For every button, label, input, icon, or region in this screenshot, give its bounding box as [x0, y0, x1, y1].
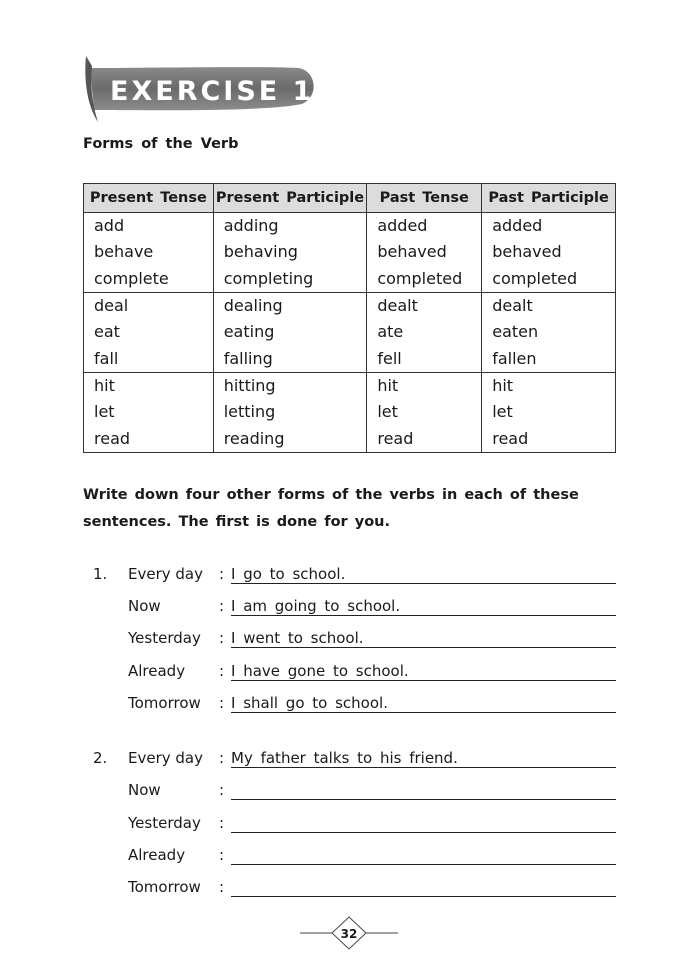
table-cell: complete — [84, 266, 214, 293]
time-label: Every day — [128, 565, 203, 583]
table-cell: reading — [213, 425, 367, 452]
table-header-row — [84, 184, 616, 213]
table-cell: behaved — [482, 239, 616, 265]
colon: : — [219, 662, 225, 680]
answer-blank-line[interactable] — [231, 779, 616, 800]
table-cell: eating — [213, 319, 367, 345]
time-label: Every day — [128, 749, 203, 767]
table-cell: deal — [84, 292, 214, 319]
answer-text: I shall go to school. — [231, 694, 388, 712]
answer-text: I go to school. — [231, 565, 346, 583]
time-label: Tomorrow — [128, 694, 201, 712]
table-cell: add — [84, 213, 214, 240]
table-cell: added — [482, 213, 616, 240]
answer-line — [231, 627, 616, 648]
column-header: Present Tense — [84, 184, 214, 213]
table-cell: let — [367, 399, 482, 425]
exercise-number: 1. — [93, 565, 108, 583]
table-cell: fell — [367, 345, 482, 372]
verb-forms-table — [83, 183, 616, 453]
exercise-line — [83, 627, 616, 651]
table-cell: hit — [84, 372, 214, 399]
table-row — [84, 213, 616, 240]
answer-text: I went to school. — [231, 629, 364, 647]
table-cell: hit — [482, 372, 616, 399]
table-cell: dealing — [213, 292, 367, 319]
answer-blank-line[interactable] — [231, 812, 616, 833]
exercise-title: EXERCISE 14 — [110, 76, 337, 107]
table-cell: dealt — [367, 292, 482, 319]
page-number: 32 — [340, 927, 358, 941]
exercise-line — [83, 876, 616, 900]
time-label: Already — [128, 846, 186, 864]
answer-line — [231, 595, 616, 616]
answer-line — [231, 660, 616, 681]
table-cell: adding — [213, 213, 367, 240]
table-cell: eat — [84, 319, 214, 345]
table-cell: dealt — [482, 292, 616, 319]
column-header: Past Participle — [482, 184, 616, 213]
table-row — [84, 266, 616, 293]
time-label: Tomorrow — [128, 878, 201, 896]
column-header: Past Tense — [367, 184, 482, 213]
colon: : — [219, 878, 225, 896]
colon: : — [219, 846, 225, 864]
time-label: Now — [128, 781, 161, 799]
answer-blank-line[interactable] — [231, 876, 616, 897]
table-row — [84, 425, 616, 452]
table-row — [84, 292, 616, 319]
colon: : — [219, 629, 225, 647]
section-subtitle: Forms of the Verb — [83, 136, 239, 152]
colon: : — [219, 814, 225, 832]
exercise-line — [83, 563, 616, 587]
table-cell: hit — [367, 372, 482, 399]
answer-blank-line[interactable] — [231, 844, 616, 865]
exercise-line — [83, 692, 616, 716]
table-row — [84, 319, 616, 345]
time-label: Now — [128, 597, 161, 615]
table-cell: letting — [213, 399, 367, 425]
column-header: Present Participle — [213, 184, 367, 213]
exercise-line — [83, 844, 616, 868]
table-row — [84, 345, 616, 372]
table-cell: behaving — [213, 239, 367, 265]
time-label: Already — [128, 662, 186, 680]
table-cell: hitting — [213, 372, 367, 399]
table-cell: let — [482, 399, 616, 425]
exercise-instructions: Write down four other forms of the verbs in each of these sentences. The first is done for you. — [83, 487, 579, 530]
colon: : — [219, 597, 225, 615]
time-label: Yesterday — [128, 814, 201, 832]
table-cell: completing — [213, 266, 367, 293]
table-row — [84, 372, 616, 399]
exercise-number: 2. — [93, 749, 108, 767]
time-label: Yesterday — [128, 629, 201, 647]
exercise-line — [83, 812, 616, 836]
table-cell: completed — [367, 266, 482, 293]
table-cell: read — [482, 425, 616, 452]
colon: : — [219, 565, 225, 583]
answer-line — [231, 692, 616, 713]
colon: : — [219, 694, 225, 712]
exercise-line — [83, 595, 616, 619]
answer-text: I am going to school. — [231, 597, 401, 615]
table-cell: fallen — [482, 345, 616, 372]
table-cell: read — [84, 425, 214, 452]
table-row — [84, 239, 616, 265]
exercise-line — [83, 747, 616, 771]
table-cell: behaved — [367, 239, 482, 265]
table-cell: behave — [84, 239, 214, 265]
answer-text: My father talks to his friend. — [231, 749, 458, 767]
answer-text: I have gone to school. — [231, 662, 409, 680]
table-cell: falling — [213, 345, 367, 372]
table-cell: read — [367, 425, 482, 452]
colon: : — [219, 781, 225, 799]
table-cell: eaten — [482, 319, 616, 345]
table-cell: added — [367, 213, 482, 240]
answer-line — [231, 747, 616, 768]
table-cell: let — [84, 399, 214, 425]
colon: : — [219, 749, 225, 767]
table-cell: fall — [84, 345, 214, 372]
table-row — [84, 399, 616, 425]
exercise-line — [83, 660, 616, 684]
table-cell: completed — [482, 266, 616, 293]
exercise-line — [83, 779, 616, 803]
answer-line — [231, 563, 616, 584]
table-cell: ate — [367, 319, 482, 345]
